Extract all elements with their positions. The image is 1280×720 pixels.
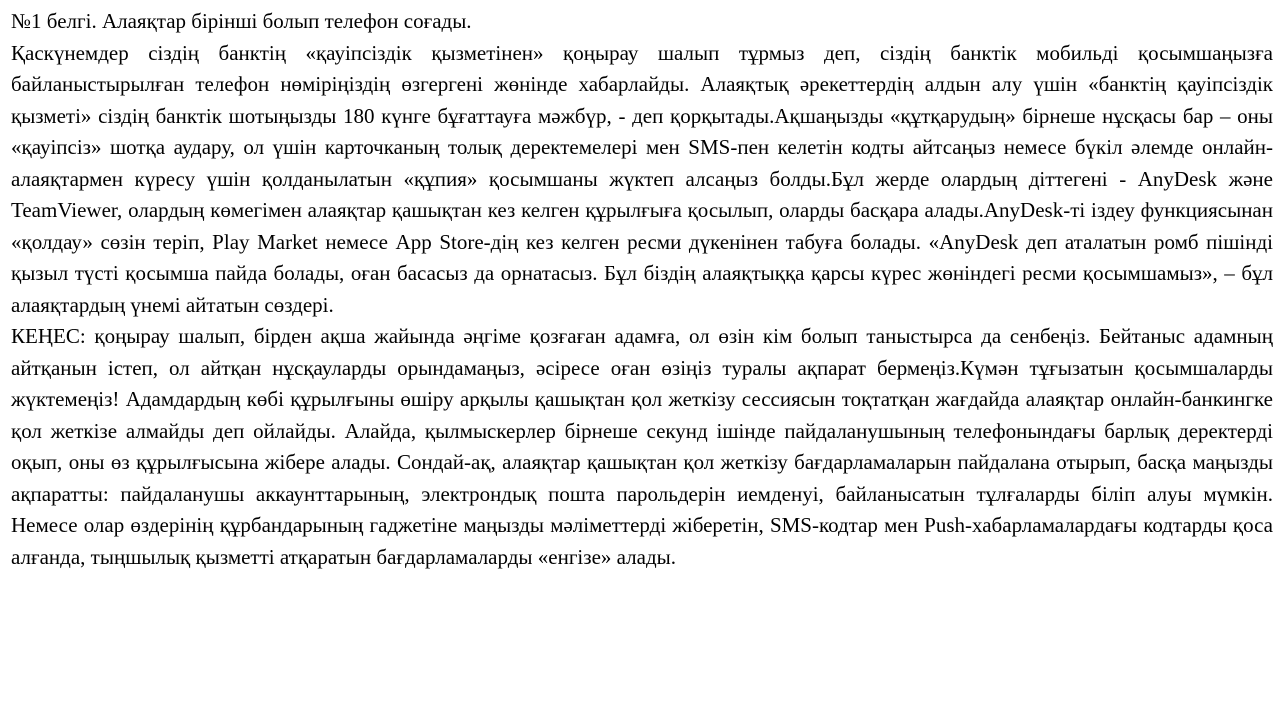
paragraph-fraud-description: Қаскүнемдер сіздің банктің «қауіпсіздік қызметінен» қоңырау шалып тұрмыз деп, сіздің банктік мобильді қосымшаңызға байланыстырылған телефон нөміріңіздің өзгергені жөнінде хабарлайды. Алаяқтық әрекеттердің алдын алу үшін «банктің қауіпсіздік қызметі» сіздің банктік шотыңызды 180 күнге бұғаттауға мәжбүр, - деп қорқытады.Ақшаңызды «құтқарудың» бірнеше нұсқасы бар – оны «қауіпсіз» шотқа аудару, ол үшін карточканың толық деректемелері мен SMS-пен келетін кодты айтсаңыз немесе бүкіл әлемде онлайн-алаяқтармен күресу үшін қолданылатын «құпия» қосымшаны жүктеп алсаңыз болды.Бұл жерде олардың діттегені - AnyDesk және TeamViewer, олардың көмегімен алаяқтар қашықтан кез келген құрылғыға қосылып, оларды басқара алады.AnyDesk-ті іздеу функциясынан «қолдау» сөзін теріп, Play Market немесе App Store-дің кез келген ресми дүкенінен табуға болады. «AnyDesk деп аталатын ромб пішінді қызыл түсті қосымша пайда болады, оған басасыз да орнатасыз. Бұл біздің алаяқтыққа қарсы күрес жөніндегі ресми қосымшамыз», – бұл алаяқтардың үнемі айтатын сөздері. xyxy=(11,40,1273,317)
document-body xyxy=(11,6,1273,573)
document-heading: №1 белгі. Алаяқтар бірінші болып телефон соғады. xyxy=(11,9,472,33)
paragraph-advice: КЕҢЕС: қоңырау шалып, бірден ақша жайында әңгіме қозғаған адамға, ол өзін кім болып таныстырса да сенбеңіз. Бейтаныс адамның айтқанын істеп, ол айтқан нұсқауларды орындамаңыз, әсіресе оған өзіңіз туралы ақпарат бермеңіз.Күмән тұғызатын қосымшаларды жүктемеңіз! Адамдардың көбі құрылғыны өшіру арқылы қашықтан қол жеткізу сессиясын тоқтатқан жағдайда алаяқтар онлайн-банкингке қол жеткізе алмайды деп ойлайды. Алайда, қылмыскерлер бірнеше секунд ішінде пайдаланушының телефонындағы барлық деректерді оқып, оны өз құрылғысына жібере алады. Сондай-ақ, алаяқтар қашықтан қол жеткізу бағдарламаларын пайдалана отырып, басқа маңызды ақпаратты: пайдаланушы аккаунттарының, электрондық пошта парольдерін иемденуі, байланысатын тұлғаларды біліп алуы мүмкін. Немесе олар өздерінің құрбандарының гаджетіне маңызды мәліметтерді жіберетін, SMS-кодтар мен Push-хабарламалардағы кодтарды қоса алғанда, тыңшылық қызметті атқаратын бағдарламаларды «енгізе» алады. xyxy=(11,324,1273,569)
